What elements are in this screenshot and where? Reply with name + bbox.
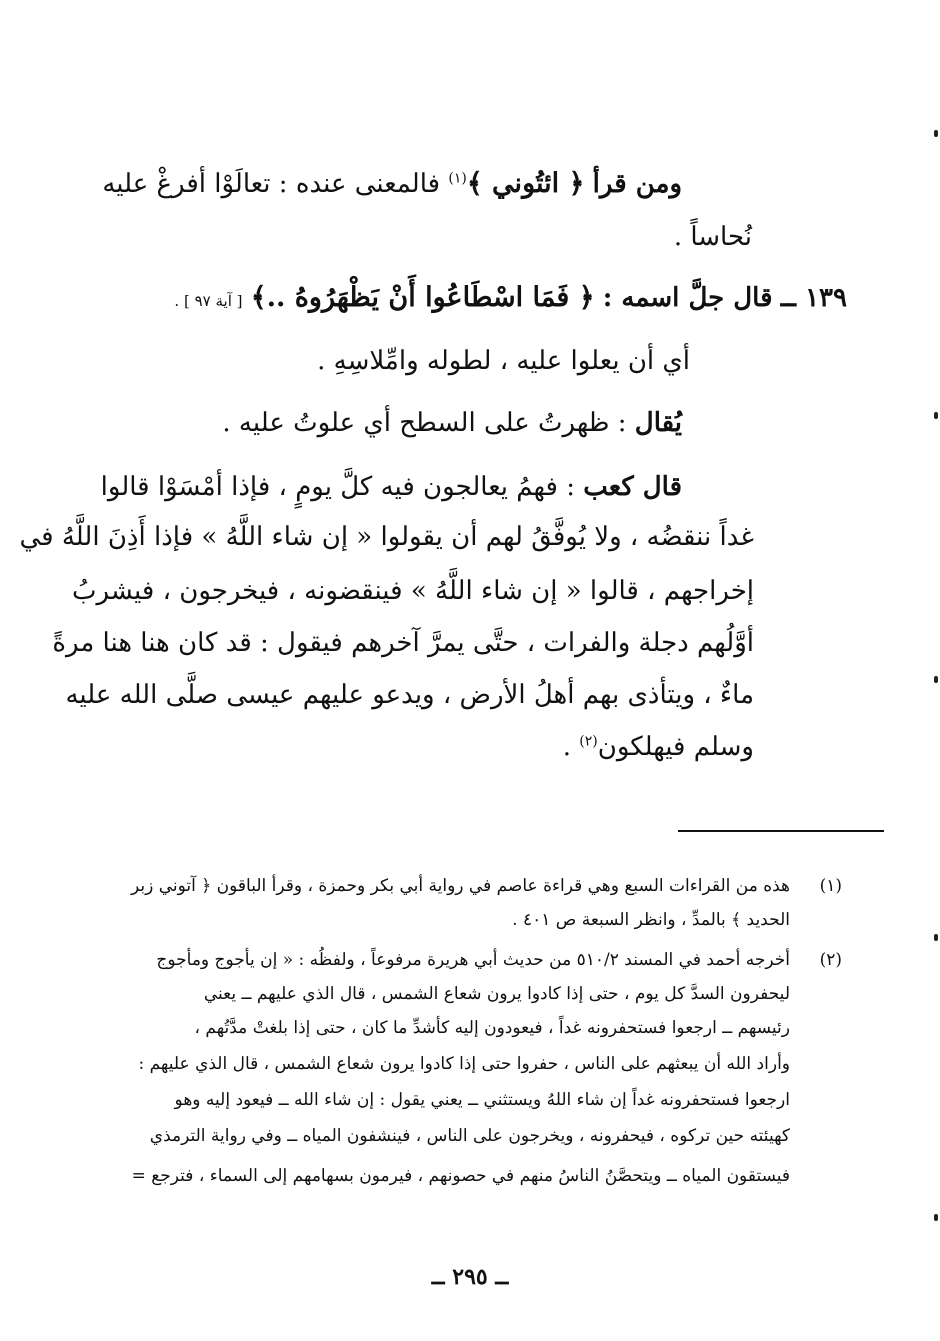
yuqal-label: يُقال xyxy=(634,408,682,438)
quran-quote-1: ﴿ ائتُوني ﴾ xyxy=(466,168,585,199)
verse-heading-139 xyxy=(174,282,847,314)
main-line-1 xyxy=(102,168,682,200)
main-line-9: أوَّلُهم دجلة والفرات ، حتَّى يمرَّ آخرهم فيقول : قد كان هنا هنا مرةً xyxy=(52,628,754,658)
scan-mark xyxy=(934,934,938,941)
footnote-2-line-4: وأراد الله أن يبعثهم على الناس ، حفروا حتى إذا كادوا يرون شعاع الشمس ، قال الذي عليهم : xyxy=(138,1054,790,1074)
footnote-2-line-1: أخرجه أحمد في المسند ٥١٠/٢ من حديث أبي هريرة مرفوعاً ، ولفظُه : « إن يأجوج ومأجوج xyxy=(156,950,790,970)
footnote-2-line-2: ليحفرون السدَّ كل يوم ، حتى إذا كادوا يرون شعاع الشمس ، قال الذي عليهم ــ يعني xyxy=(203,984,790,1004)
kaab-label: قال كعب xyxy=(583,472,682,502)
footnote-2-line-3: رئيسهم ــ ارجعوا فستحفرونه غداً ، فيعودون إليه كأشدِّ ما كان ، حتى إذا بلغتْ مدَّتُهم ، xyxy=(194,1018,790,1038)
yuqal-text: : ظهرتُ على السطح أي علوتُ عليه . xyxy=(222,408,627,438)
line11-text: وسلم فيهلكون xyxy=(597,732,754,762)
line11-end: . xyxy=(562,732,580,762)
scan-mark xyxy=(934,130,938,137)
main-line-8: إخراجهم ، قالوا « إن شاء اللَّهُ » فينقضونه ، فيخرجون ، فيشربُ xyxy=(72,576,754,606)
main-line-6 xyxy=(101,472,682,503)
main-line-10: ماءٌ ، ويتأذى بهم أهلُ الأرض ، ويدعو عليهم عيسى صلَّى الله عليه xyxy=(65,680,754,710)
scan-mark xyxy=(934,412,938,419)
footnote-ref-1: (١) xyxy=(448,170,467,187)
footnote-1-line-1: هذه من القراءات السبع وهي قراءة عاصم في رواية أبي بكر وحمزة ، وقرأ الباقون ﴿ آتوني زبر xyxy=(130,876,790,896)
main-line-2: نُحاساً . xyxy=(673,222,752,252)
footnote-ref-2: (٢) xyxy=(579,733,598,750)
verse-lead: قال جلَّ اسمه : xyxy=(602,283,773,313)
kaab-text: : فهمُ يعالجون فيه كلَّ يومٍ ، فإذا أمْسَوْا قالوا xyxy=(100,472,575,502)
main-line-5 xyxy=(222,408,682,439)
main-line-11 xyxy=(563,732,754,763)
quran-quote-2: ﴿ فَمَا اسْطَاعُوا أَنْ يَظْهَرُوهُ ..﴾ xyxy=(250,282,595,313)
footnote-1-number: (١) xyxy=(819,876,842,896)
line1-rest: فالمعنى عنده : تعالَوْا أفرغْ عليه xyxy=(102,169,441,199)
main-line-7: غداً ننقضُه ، ولا يُوفَّقُ لهم أن يقولوا « إن شاء اللَّهُ » فإذا أَذِنَ اللَّهُ في xyxy=(19,522,754,552)
verse-number: ١٣٩ ــ xyxy=(780,283,847,313)
scan-mark xyxy=(934,676,938,683)
line1-lead: ومن قرأ xyxy=(592,169,682,199)
footnote-2-line-6: كهيئته حين تركوه ، فيحفرونه ، ويخرجون على الناس ، فينشفون المياه ــ وفي رواية الترمذي xyxy=(149,1126,790,1146)
main-line-4: أي أن يعلوا عليه ، لطوله وامِّلاسِهِ . xyxy=(317,346,690,376)
scan-mark xyxy=(934,1214,938,1221)
verse-reference: [ آية ٩٧ ] . xyxy=(174,292,243,310)
footnote-2-line-5: ارجعوا فستحفرونه غداً إن شاء اللهُ ويستثني ــ يعني يقول : إن شاء الله ــ فيعود إليه وهو xyxy=(174,1090,790,1110)
page-number: ــ ٢٩٥ ــ xyxy=(431,1264,509,1290)
footnote-separator xyxy=(678,830,884,832)
footnote-2-number: (٢) xyxy=(819,950,842,970)
footnote-1-line-2: الحديد ﴾ بالمدِّ ، وانظر السبعة ص ٤٠١ . xyxy=(512,910,790,930)
footnote-2-line-7: فيستقون المياه ــ ويتحصَّنُ الناسُ منهم في حصونهم ، فيرمون بسهامهم إلى السماء ، فترجع = xyxy=(131,1166,790,1186)
